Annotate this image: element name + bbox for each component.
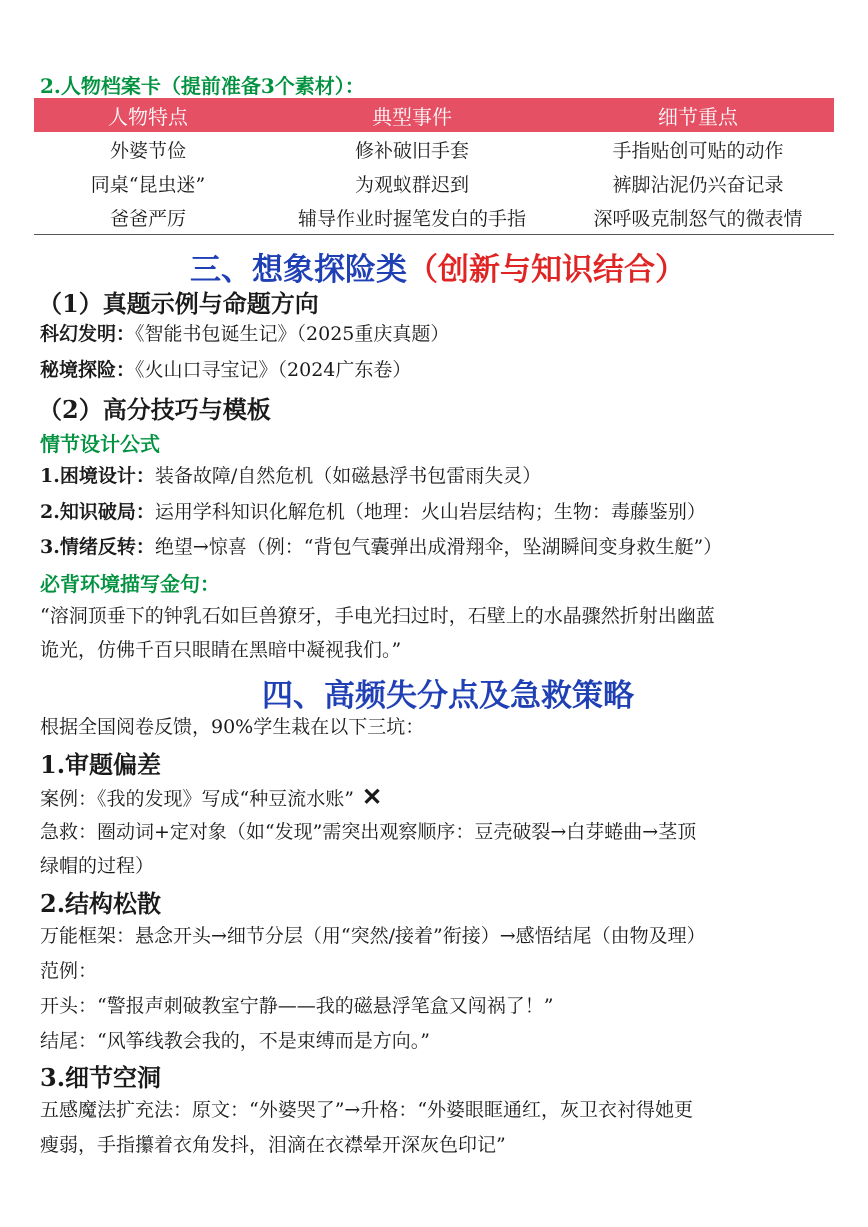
section4-intro: 根据全国阅卷反馈，90%学生栽在以下三坑： bbox=[40, 716, 425, 738]
table-header-row bbox=[34, 98, 834, 132]
table-cell: 修补破旧手套 bbox=[354, 139, 469, 162]
example-adventure-label: 秘境探险： bbox=[40, 359, 136, 381]
formula-item-1-text: 装备故障/自然危机（如磁悬浮书包雷雨失灵） bbox=[154, 465, 542, 487]
example-label: 范例： bbox=[40, 960, 98, 982]
table-cell: 深呼吸克制怒气的微表情 bbox=[562, 200, 834, 235]
formula-item-3-text: 绝望→惊喜（例：“背包气囊弹出成滑翔伞，坠湖瞬间变身救生艇”） bbox=[154, 536, 723, 558]
formula-item-3-label: 3.情绪反转： bbox=[40, 536, 155, 558]
golden-line-2: 诡光，仿佛千百只眼睛在黑暗中凝视我们。” bbox=[40, 639, 402, 661]
example-scifi-label: 科幻发明： bbox=[40, 323, 136, 345]
formula-item-1 bbox=[40, 460, 541, 492]
table-cell: 裤脚沾泥仍兴奋记录 bbox=[612, 173, 784, 196]
table-cell: 为观蚁群迟到 bbox=[354, 173, 469, 196]
golden-line-1: “溶洞顶垂下的钟乳石如巨兽獠牙，手电光扫过时，石壁上的水晶骤然折射出幽蓝 bbox=[40, 605, 715, 627]
table-row bbox=[34, 200, 834, 235]
section3-sub1: （1）真题示例与命题方向 bbox=[38, 289, 319, 318]
formula-item-2-label: 2.知识破局： bbox=[40, 501, 155, 523]
example-scifi-text: 《智能书包诞生记》（2025重庆真题） bbox=[135, 323, 450, 345]
example-adventure-text: 《火山口寻宝记》（2024广东卷） bbox=[135, 359, 412, 381]
table-row bbox=[34, 166, 834, 200]
table-cell: 外婆节俭 bbox=[109, 139, 186, 162]
pitfall-3-heading: 3.细节空洞 bbox=[40, 1063, 162, 1092]
formula-item-1-label: 1.困境设计： bbox=[40, 465, 155, 487]
formula-item-2 bbox=[40, 496, 706, 528]
pitfall-2-heading: 2.结构松散 bbox=[40, 889, 162, 918]
table-cell: 爸爸严厉 bbox=[34, 200, 262, 235]
ending-line: 结尾：“风筝线教会我的，不是束缚而是方向。” bbox=[40, 1030, 430, 1052]
rescue-line-2: 绿帽的过程） bbox=[40, 855, 155, 877]
table-cell: 手指贴创可贴的动作 bbox=[612, 139, 784, 162]
cross-icon: ✕ bbox=[361, 782, 383, 811]
header-event: 典型事件 bbox=[262, 98, 562, 132]
section3-title bbox=[190, 244, 686, 289]
rescue-line-1: 急救：圈动词+定对象（如“发现”需突出观察顺序：豆壳破裂→白芽蜷曲→茎顶 bbox=[40, 821, 697, 843]
section3-title-paren: （创新与知识结合） bbox=[407, 252, 686, 288]
section3-sub2: （2）高分技巧与模板 bbox=[38, 395, 271, 424]
header-detail: 细节重点 bbox=[562, 98, 834, 132]
formula-item-2-text: 运用学科知识化解危机（地理：火山岩层结构；生物：毒藤鉴别） bbox=[154, 501, 706, 523]
profile-table bbox=[34, 98, 834, 235]
profile-card-title: 2.人物档案卡（提前准备3个素材）： bbox=[40, 74, 365, 98]
opening-line: 开头：“警报声刺破教室宁静——我的磁悬浮笔盒又闯祸了！” bbox=[40, 995, 554, 1017]
table-cell: 同桌“昆虫迷” bbox=[90, 173, 206, 196]
pitfall-1-heading: 1.审题偏差 bbox=[40, 750, 162, 779]
section3-title-main: 三、想象探险类 bbox=[190, 252, 407, 288]
table-cell: 辅导作业时握笔发白的手指 bbox=[262, 200, 562, 235]
formula-title: 情节设计公式 bbox=[40, 432, 160, 456]
case-line bbox=[40, 781, 382, 815]
golden-title: 必背环境描写金句： bbox=[40, 572, 220, 596]
example-adventure bbox=[40, 354, 411, 386]
example-scifi bbox=[40, 318, 449, 350]
section4-title: 四、高频失分点及急救策略 bbox=[262, 678, 634, 714]
header-trait: 人物特点 bbox=[34, 98, 262, 132]
framework-line: 万能框架：悬念开头→细节分层（用“突然/接着”衔接）→感悟结尾（由物及理） bbox=[40, 925, 706, 947]
formula-item-3 bbox=[40, 531, 722, 563]
case-text: 案例：《我的发现》写成“种豆流水账” bbox=[40, 788, 354, 810]
five-senses-line-2: 瘦弱，手指攥着衣角发抖，泪滴在衣襟晕开深灰色印记” bbox=[40, 1134, 506, 1156]
table-row bbox=[34, 132, 834, 166]
five-senses-line-1: 五感魔法扩充法：原文：“外婆哭了”→升格：“外婆眼眶通红，灰卫衣衬得她更 bbox=[40, 1099, 694, 1121]
